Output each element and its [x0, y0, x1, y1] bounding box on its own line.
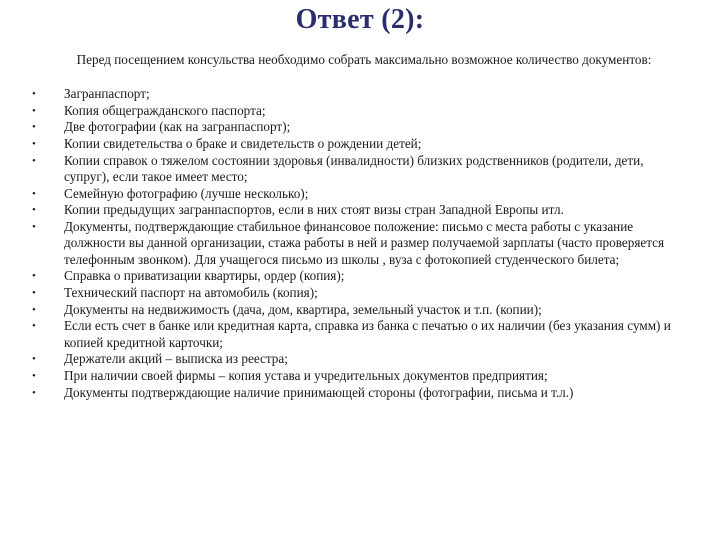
bullet-icon: •: [32, 187, 36, 200]
list-item-text: При наличии своей фирмы – копия устава и учредительных документов предприятия;: [64, 367, 548, 383]
list-item-text: Документы, подтверждающие стабильное финансовое положение: письмо с места работы с указание должности вы данной организации, стажа работы в ней и размер получаемой зарплаты (часто проверяется телефонным звонком). Для учащегося письмо из школы , вуза с фотокопией студенческого билета;: [64, 219, 665, 267]
list-item: [30, 268, 684, 284]
bullet-icon: •: [32, 369, 36, 382]
list-item: [30, 153, 684, 185]
list-item: [30, 202, 684, 218]
list-item-text: Документы подтверждающие наличие принимающей стороны (фотографии, письма и т.л.): [64, 384, 574, 400]
list-item-text: Семейную фотографию (лучше несколько);: [64, 185, 309, 201]
bullet-icon: •: [32, 320, 36, 333]
list-item: [30, 86, 684, 102]
list-item-text: Документы на недвижимость (дача, дом, квартира, земельный участок и т.п. (копии);: [64, 301, 542, 317]
bullet-icon: •: [32, 121, 36, 134]
document-list: [30, 86, 684, 401]
intro-paragraph: Перед посещением консульства необходимо собрать максимально возможное количество документов:: [76, 52, 652, 67]
bullet-icon: •: [32, 221, 36, 234]
list-item-text: Копия общегражданского паспорта;: [64, 102, 266, 118]
list-item: [30, 219, 684, 268]
bullet-icon: •: [32, 286, 36, 299]
list-item: [30, 351, 684, 367]
list-item-text: Загранпаспорт;: [64, 86, 150, 101]
list-item: [30, 285, 684, 301]
list-item: [30, 136, 684, 152]
list-item: [30, 103, 684, 119]
bullet-icon: •: [32, 204, 36, 217]
list-item-text: Технический паспорт на автомобиль (копия);: [64, 284, 318, 300]
bullet-icon: •: [32, 303, 36, 316]
list-item: [30, 302, 684, 318]
bullet-icon: •: [32, 270, 36, 283]
bullet-icon: •: [32, 154, 36, 167]
bullet-icon: •: [32, 104, 36, 117]
list-item: [30, 368, 684, 384]
list-item-text: Держатели акций – выписка из реестра;: [64, 351, 288, 367]
list-item: [30, 119, 684, 135]
bullet-icon: •: [32, 138, 36, 151]
list-item: [30, 186, 684, 202]
slide-title: Ответ (2):: [295, 4, 425, 35]
bullet-icon: •: [32, 386, 36, 399]
list-item-text: Справка о приватизации квартиры, ордер (копия);: [64, 268, 345, 284]
list-item-text: Две фотографии (как на загранпаспорт);: [64, 119, 291, 135]
list-item: [30, 318, 684, 350]
list-item: [30, 385, 684, 401]
bullet-icon: •: [32, 353, 36, 366]
bullet-icon: •: [32, 88, 36, 100]
list-item-text: Копии свидетельства о браке и свидетельств о рождении детей;: [64, 136, 422, 152]
list-item-text: Если есть счет в банке или кредитная карта, справка из банка с печатью о их наличии (без указания сумм) и копией кредитной карточки;: [64, 318, 671, 350]
list-item-text: Копии справок о тяжелом состоянии здоровья (инвалидности) близких родственников (родители, дети, супруг), если такое имеет место;: [64, 152, 644, 185]
list-item-text: Копии предыдущих загранпаспортов, если в них стоят визы стран Западной Европы итл.: [64, 202, 564, 218]
